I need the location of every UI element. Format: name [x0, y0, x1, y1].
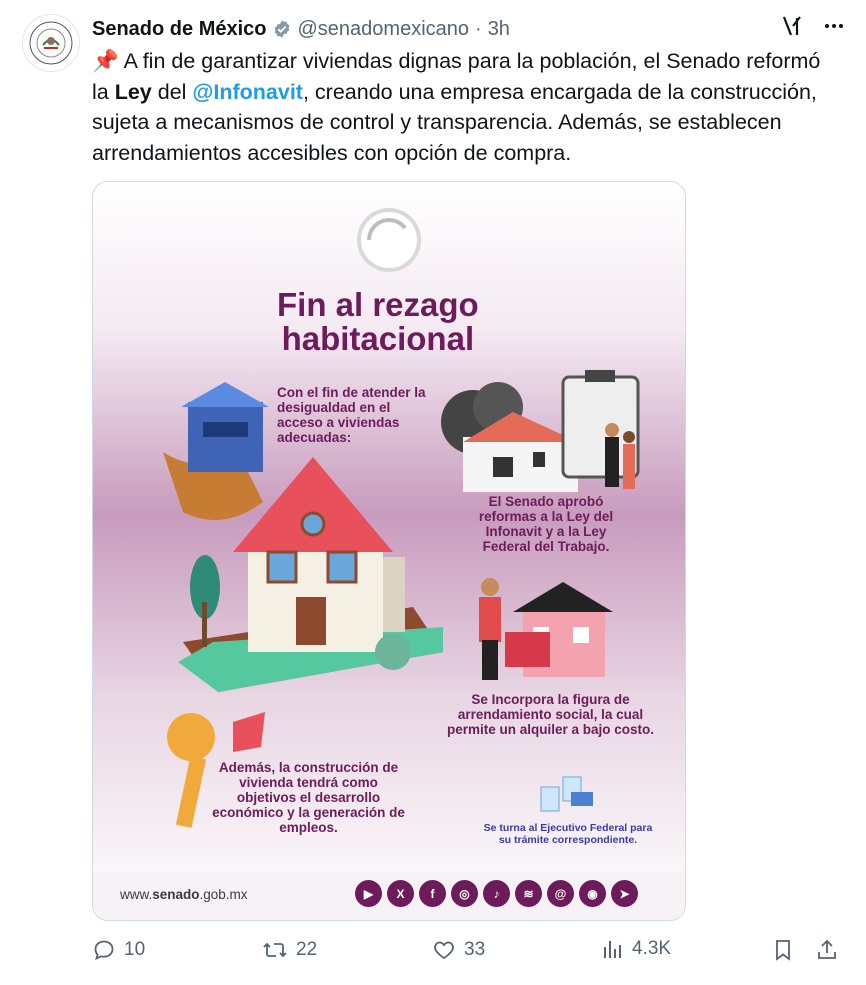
tiktok-icon: ♪ [483, 880, 510, 907]
facebook-icon: f [419, 880, 446, 907]
tweet-media[interactable] [92, 181, 686, 921]
tweet-header [92, 14, 846, 44]
telegram-icon: ➤ [611, 880, 638, 907]
poster-title [277, 288, 479, 356]
tweet-text [92, 46, 842, 168]
avatar[interactable] [22, 14, 80, 72]
share-button[interactable] [816, 938, 838, 962]
share-icon [816, 938, 838, 962]
youtube-icon: ▶ [355, 880, 382, 907]
poster-title-line: Fin al rezago [277, 286, 479, 323]
reply-count: 10 [124, 939, 146, 960]
heart-icon [432, 938, 456, 962]
podcast-icon: ◉ [579, 880, 606, 907]
separator-dot: · [475, 17, 482, 40]
views-icon [602, 938, 624, 960]
author-handle[interactable]: @senadomexicano [297, 17, 470, 40]
tweet-text-bold: Ley [114, 79, 152, 104]
repost-button[interactable] [262, 938, 317, 962]
repost-icon [262, 938, 288, 962]
tweet-text-part: , creando una empresa encargada de la construcción, sujeta a mecanismos de control y transparencia. Además, se establecen arrendamientos accesibles con opción de compra. [92, 79, 817, 165]
bookmark-icon [772, 938, 794, 962]
repost-count: 22 [296, 939, 318, 960]
senate-seal-icon [28, 20, 74, 66]
instagram-icon: ◎ [451, 880, 478, 907]
x-icon: X [387, 880, 414, 907]
grok-icon[interactable] [780, 14, 804, 44]
poster-text-reform: El Senado aprobó reformas a la Ley del Infonavit y a la Ley Federal del Trabajo. [478, 494, 614, 554]
poster-title-line: habitacional [281, 320, 475, 357]
mention-link[interactable]: @Infonavit [192, 79, 303, 104]
poster-text-attend: Con el fin de atender la desigualdad en el acceso a viviendas adecuadas: [277, 385, 426, 445]
reply-button[interactable] [92, 938, 145, 962]
url-bold: senado [152, 887, 200, 902]
poster-text-turn: Se turna al Ejecutivo Federal para su trámite correspondiente. [483, 822, 653, 846]
tweet-text-part: del [151, 79, 193, 104]
spotify-icon: ≋ [515, 880, 542, 907]
social-icons [355, 880, 638, 907]
tweet-actions [92, 938, 844, 970]
author-name[interactable]: Senado de México [92, 17, 267, 40]
poster-footer [93, 872, 685, 920]
poster-url [120, 887, 248, 902]
like-count: 33 [464, 939, 486, 960]
pin-emoji: 📌 [92, 49, 119, 73]
views-count: 4.3K [632, 938, 672, 959]
views-button[interactable] [602, 938, 671, 960]
poster-text-construction: Además, la construcción de vivienda tendrá como objetivos el desarrollo económico y la generación de empleos. [212, 760, 405, 835]
verified-badge-icon [272, 19, 292, 39]
bookmark-button[interactable] [772, 938, 794, 962]
like-button[interactable] [432, 938, 485, 962]
url-part: .gob.mx [199, 887, 248, 902]
tweet-text-part: A fin de garantizar viviendas dignas para la población, el Senado reformó la [92, 49, 821, 104]
threads-icon: @ [547, 880, 574, 907]
url-part: www. [120, 887, 153, 902]
reply-icon [92, 938, 116, 962]
tweet-time[interactable]: 3h [487, 17, 510, 40]
poster-text-rental: Se Incorpora la figura de arrendamiento social, la cual permite un alquiler a bajo costo. [446, 692, 655, 737]
more-options-icon[interactable] [822, 14, 846, 44]
